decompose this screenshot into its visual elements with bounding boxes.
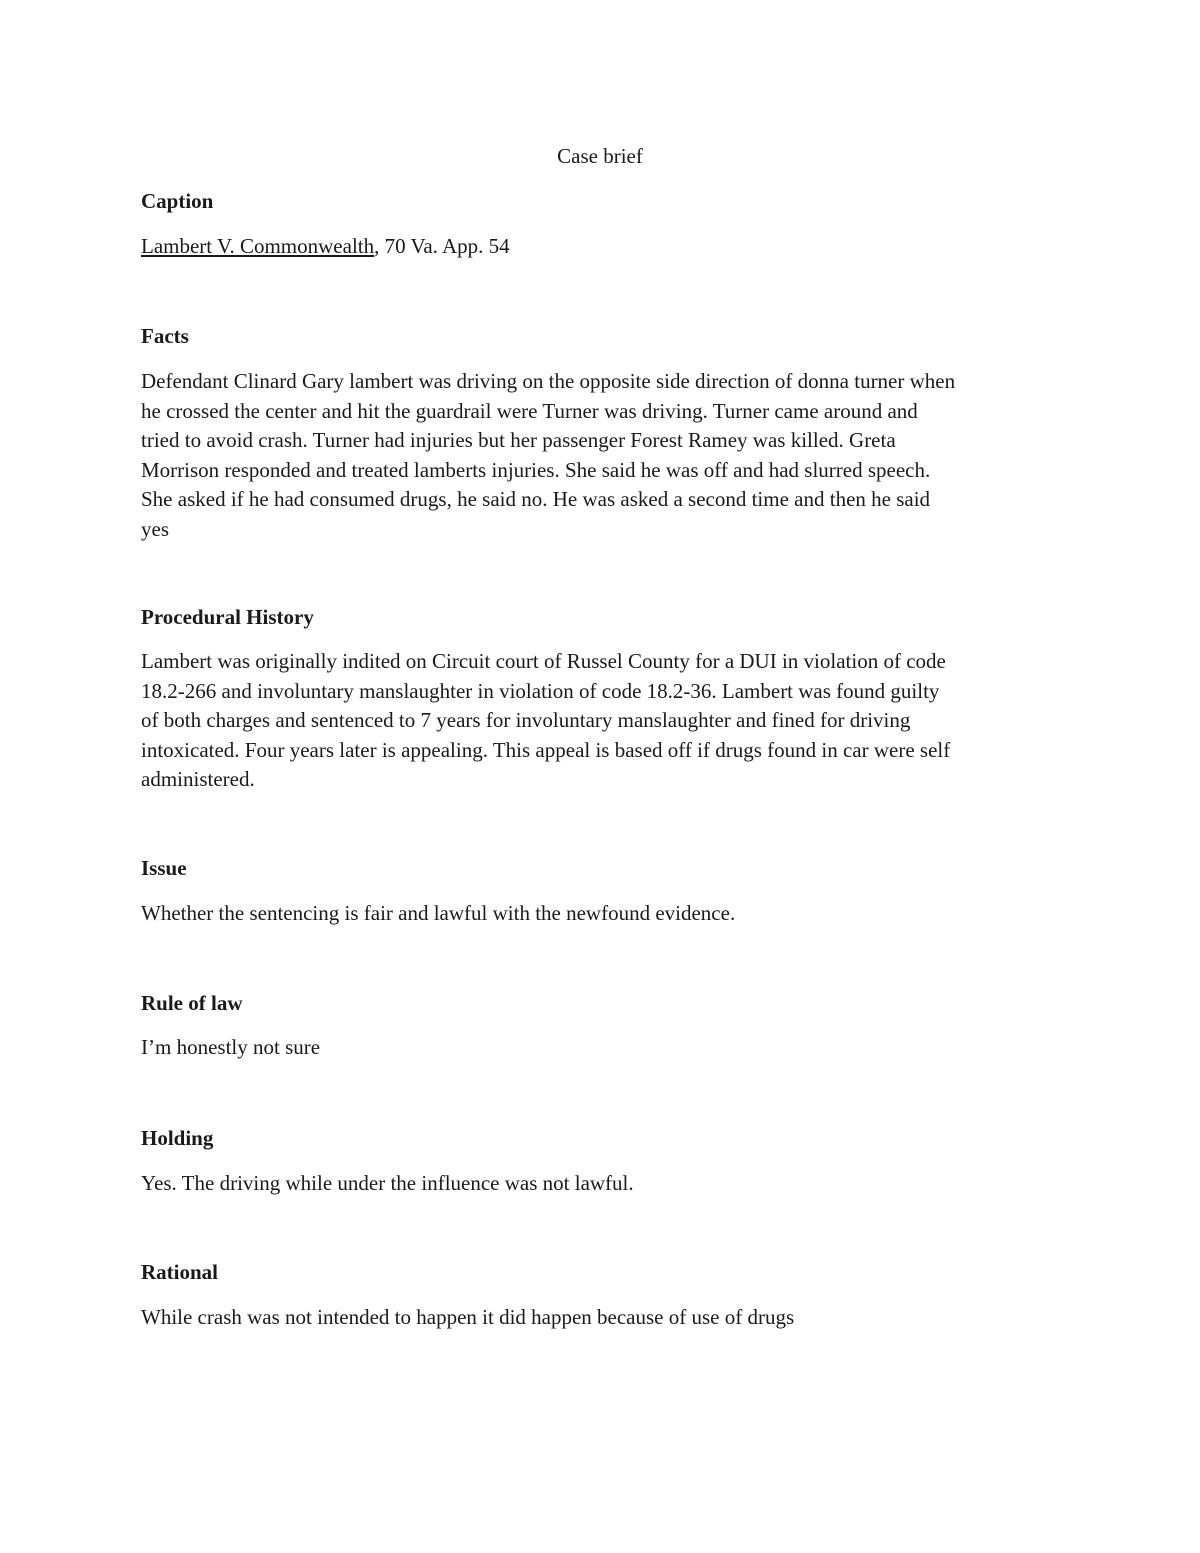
procedural-history-line: 18.2-266 and involuntary manslaughter in violation of code 18.2-36. Lambert was found guilty — [141, 678, 940, 703]
procedural-history-paragraph — [141, 647, 1076, 795]
facts-line: he crossed the center and hit the guardrail were Turner was driving. Turner came around and — [141, 398, 918, 423]
facts-line: She asked if he had consumed drugs, he said no. He was asked a second time and then he said — [141, 487, 931, 511]
document-title: Case brief — [557, 144, 643, 168]
caption-heading: Caption — [141, 189, 214, 213]
facts-paragraph — [141, 367, 1076, 544]
rule-of-law-heading: Rule of law — [141, 991, 243, 1015]
rational-heading: Rational — [141, 1260, 219, 1284]
holding-text: Yes. The driving while under the influence was not lawful. — [141, 1171, 634, 1195]
facts-heading: Facts — [141, 324, 189, 348]
facts-line: Defendant Clinard Gary lambert was driving on the opposite side direction of donna turner when — [141, 369, 956, 393]
holding-heading: Holding — [141, 1126, 214, 1150]
procedural-history-line: of both charges and sentenced to 7 years for involuntary manslaughter and fined for driving — [141, 708, 911, 732]
procedural-history-line: administered. — [141, 767, 255, 791]
facts-line: yes — [141, 516, 169, 541]
case-name: Lambert V. Commonwealth — [141, 234, 375, 258]
rational-text: While crash was not intended to happen it did happen because of use of drugs — [141, 1305, 795, 1329]
procedural-history-heading: Procedural History — [141, 605, 314, 629]
case-citation: , 70 Va. App. 54 — [374, 234, 510, 258]
procedural-history-line: intoxicated. Four years later is appealing. This appeal is based off if drugs found in car were self — [141, 737, 951, 762]
facts-line: tried to avoid crash. Turner had injuries but her passenger Forest Ramey was killed. Greta — [141, 428, 896, 452]
caption-text — [141, 232, 1076, 262]
issue-heading: Issue — [141, 856, 187, 880]
rule-of-law-text: I’m honestly not sure — [141, 1035, 321, 1059]
facts-line: Morrison responded and treated lamberts injuries. She said he was off and had slurred speech. — [141, 457, 931, 482]
procedural-history-line: Lambert was originally indited on Circuit court of Russel County for a DUI in violation of code — [141, 649, 946, 673]
issue-text: Whether the sentencing is fair and lawful with the newfound evidence. — [141, 901, 736, 925]
